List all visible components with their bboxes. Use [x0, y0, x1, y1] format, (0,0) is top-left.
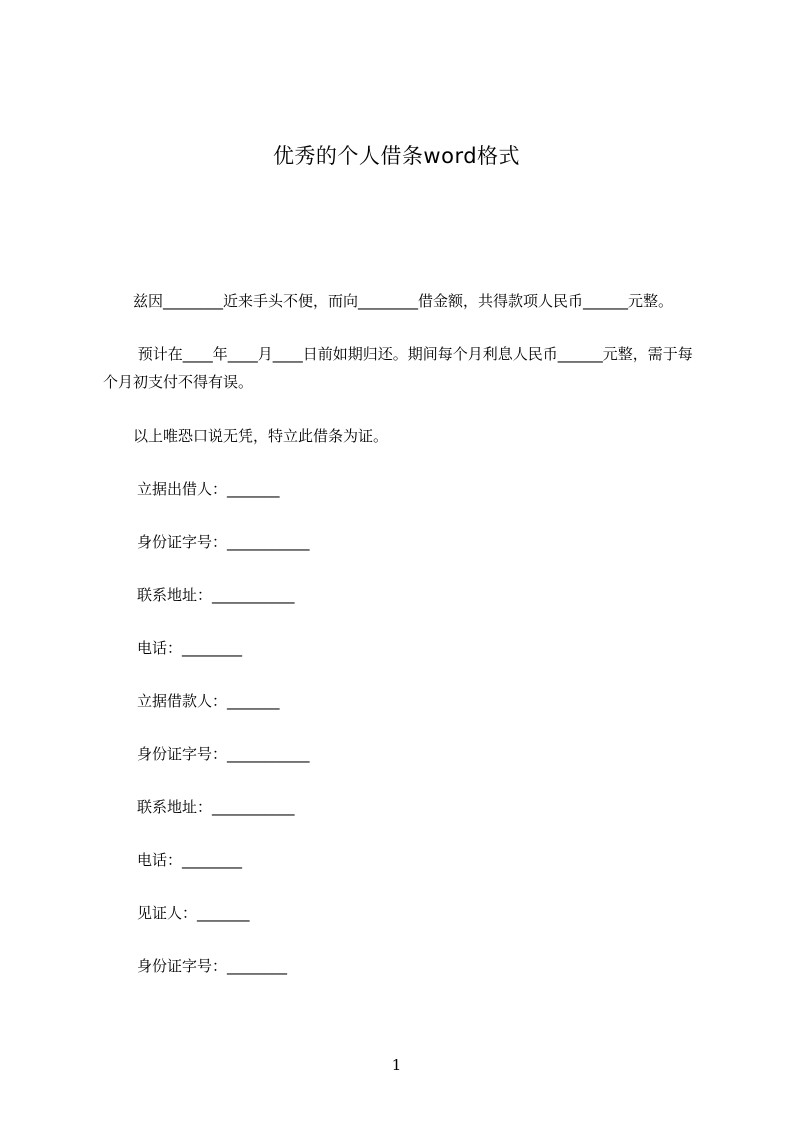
field-lender-address: 联系地址：___________ [137, 586, 295, 604]
paragraph-loan-reason: 兹因________近来手头不便，而向________借金额，共得款项人民币______元整。 [103, 292, 674, 310]
field-lender-phone: 电话：________ [137, 639, 243, 657]
document-title: 优秀的个人借条word格式 [272, 144, 521, 168]
field-witness-name: 见证人：_______ [137, 904, 250, 922]
field-lender-name: 立据出借人：_______ [137, 480, 280, 498]
field-borrower-phone: 电话：________ [137, 851, 243, 869]
field-borrower-address: 联系地址：___________ [137, 798, 295, 816]
field-borrower-id-number: 身份证字号：___________ [137, 745, 310, 763]
paragraph-repayment-terms: 预计在____年____月____日前如期归还。期间每个月利息人民币______元整，需于每个月初支付不得有误。 [103, 345, 693, 391]
field-lender-id-number: 身份证字号：___________ [137, 533, 310, 551]
page-number: 1 [391, 1056, 402, 1074]
paragraph-proof-statement: 以上唯恐口说无凭，特立此借条为证。 [103, 427, 389, 445]
field-borrower-name: 立据借款人：_______ [137, 692, 280, 710]
field-witness-id-number: 身份证字号：________ [137, 957, 288, 975]
